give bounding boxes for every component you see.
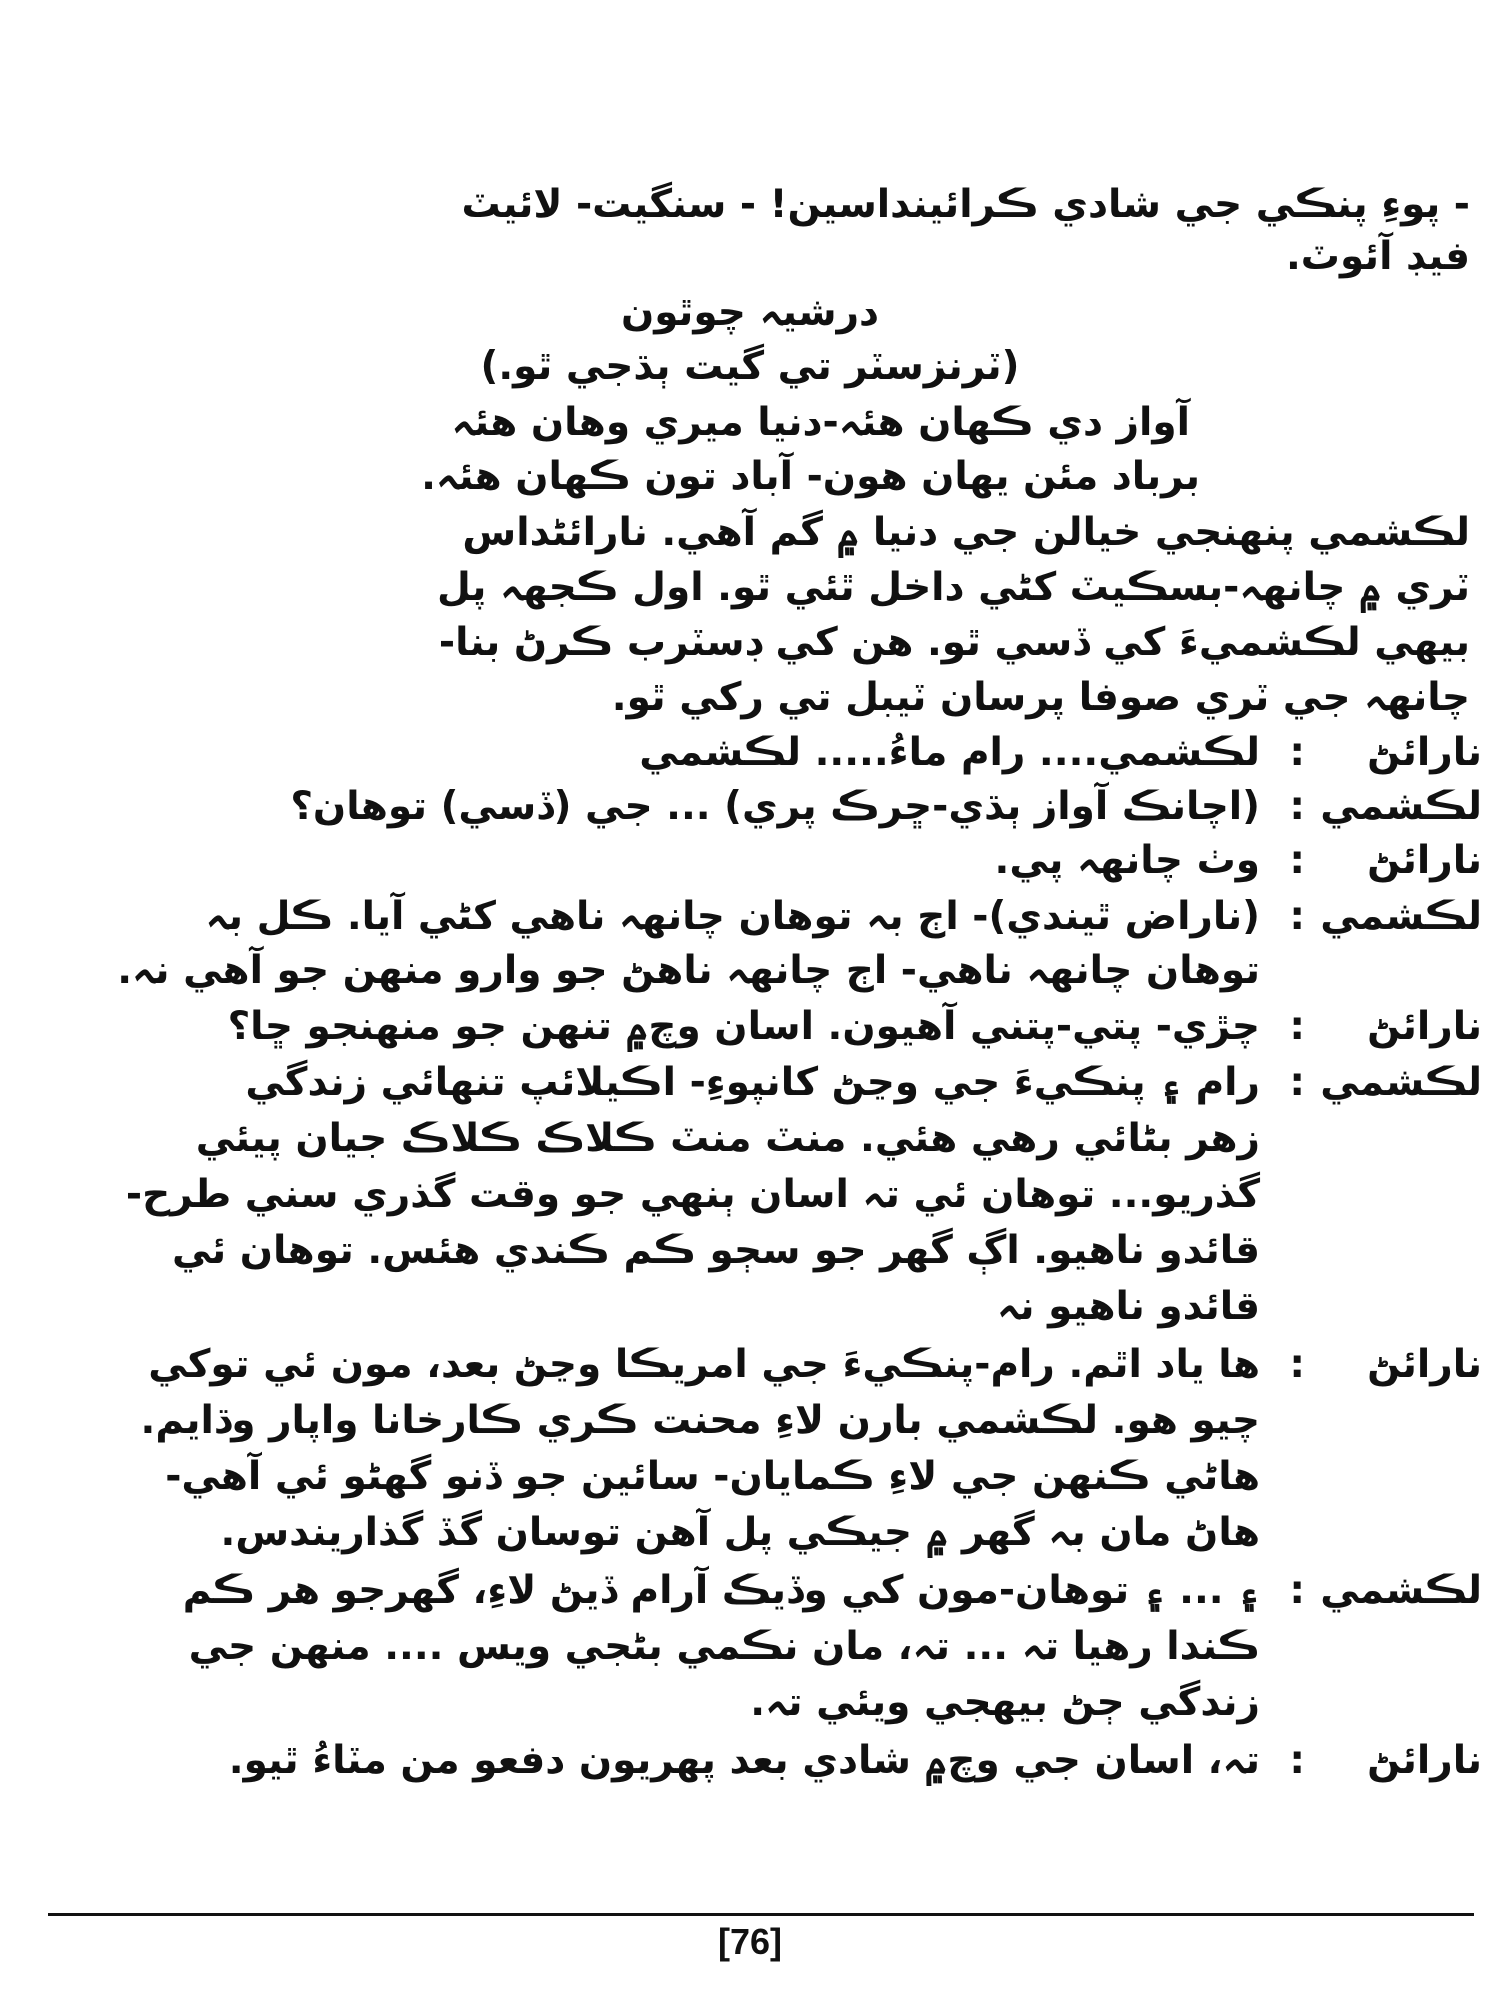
speaker-colon: : <box>1289 1738 1305 1783</box>
speaker-name: لڪشمي <box>1320 784 1482 829</box>
dialogue-line: لڪشمي.... رام ماءُ..... لڪشمي <box>639 730 1260 775</box>
dialogue-line: قائدو ناهيو. اڳ گهر جو سڄو ڪم ڪندي هئس. توهان ئي <box>172 1228 1260 1273</box>
dialogue-line: گذريو... توهان ئي تہ اسان ٻنهي جو وقت گذري سني طرح- <box>125 1172 1260 1217</box>
speaker-colon: : <box>1289 894 1305 939</box>
text-line: - پوءِ پنڪي جي شادي ڪرائينداسين! - سنگيت- لائيٽ <box>461 182 1470 227</box>
dialogue-line: چڙي- پتي-پتني آهيون. اسان وچ۾ تنهن جو منهنجو ڇا؟ <box>227 1004 1260 1049</box>
song-line: برباد مئن يهان هون- آباد تون ڪهان هئہ. <box>421 454 1200 499</box>
speaker-name: لڪشمي <box>1320 1060 1482 1105</box>
speaker-name: نارائڻ <box>1367 838 1482 883</box>
text-line: لڪشمي پنهنجي خيالن جي دنيا ۾ گم آهي. نارائڻداس <box>462 510 1470 555</box>
dialogue-line: چيو هو. لڪشمي بارن لاءِ محنت ڪري ڪارخانا واپار وڌايم. <box>140 1398 1260 1443</box>
dialogue-line: توهان چانهہ ناهي- اڄ چانهہ ناهڻ جو وارو منهن جو آهي نہ. <box>117 948 1260 993</box>
text-line: بيهي لڪشميءَ کي ڏسي ٿو. هن کي ڊسٽرب ڪرڻ بنا- <box>438 620 1470 665</box>
stage-direction: (ٽرنزسٽر تي گيت ٻڌجي ٿو.) <box>480 344 1020 389</box>
dialogue-line: ۽ ... ۽ توهان-مون کي وڏيڪ آرام ڏيڻ لاءِ، گهرجو هر ڪم <box>182 1568 1260 1613</box>
dialogue-line: وٺ چانهہ پي. <box>994 838 1260 883</box>
speaker-colon: : <box>1289 1342 1305 1387</box>
text-line: فيڊ آئوٽ. <box>1285 234 1470 279</box>
dialogue-line: قائدو ناهيو نہ <box>997 1284 1260 1329</box>
dialogue-line: (اچانڪ آواز ٻڌي-ڇرڪ پري) ... جي (ڏسي) توهان؟ <box>290 784 1260 829</box>
dialogue-line: (ناراض ٿيندي)- اڄ بہ توهان چانهہ ناهي کڻي آيا. ڪل بہ <box>205 894 1260 939</box>
speaker-name: نارائڻ <box>1367 1738 1482 1783</box>
page-number: [76] <box>717 1921 783 1962</box>
speaker-name: لڪشمي <box>1320 1568 1482 1613</box>
speaker-name: نارائڻ <box>1367 1004 1482 1049</box>
speaker-colon: : <box>1289 730 1305 775</box>
speaker-name: نارائڻ <box>1367 1342 1482 1387</box>
dialogue-line: رام ۽ پنڪيءَ جي وڃڻ کانپوءِ- اڪيلائپ تنهائي زندگي <box>245 1060 1260 1105</box>
speaker-colon: : <box>1289 1568 1305 1613</box>
speaker-colon: : <box>1289 1004 1305 1049</box>
dialogue-line: هاڻي ڪنهن جي لاءِ ڪمايان- سائين جو ڏنو گهڻو ئي آهي- <box>165 1454 1260 1499</box>
song-line: آواز دي ڪهان هئہ-دنيا ميري وهان هئہ <box>451 400 1190 445</box>
dialogue-line: تہ، اسان جي وچ۾ شادي بعد پهريون دفعو من مٽاءُ ٿيو. <box>228 1738 1260 1783</box>
text-line: چانهہ جي ٽري صوفا پرسان ٽيبل تي رکي ٿو. <box>611 675 1470 720</box>
dialogue-line: ڪندا رهيا تہ ... تہ، مان نڪمي بڻجي ويس .... منهن جي <box>188 1624 1260 1669</box>
dialogue-line: زندگي ڄڻ بيهجي ويئي تہ. <box>750 1680 1260 1725</box>
dialogue-line: زهر بڻائي رهي هئي. منٽ منٽ ڪلاڪ ڪلاڪ جيان پيئي <box>195 1116 1260 1161</box>
footer-rule <box>48 1913 1474 1916</box>
speaker-colon: : <box>1289 1060 1305 1105</box>
dialogue-line: ها ياد اٿم. رام-پنڪيءَ جي امريڪا وڃڻ بعد، مون ئي توکي <box>148 1342 1260 1387</box>
scene-heading: درشيہ چوٿون <box>620 290 880 335</box>
speaker-name: نارائڻ <box>1367 730 1482 775</box>
dialogue-line: هاڻ مان بہ گهر ۾ جيڪي پل آهن توسان گڏ گذاريندس. <box>220 1510 1260 1555</box>
speaker-colon: : <box>1289 784 1305 829</box>
speaker-colon: : <box>1289 838 1305 883</box>
text-line: ٽري ۾ چانهہ-بسڪيٽ کڻي داخل ٿئي ٿو. اول ڪجهہ پل <box>436 565 1470 610</box>
speaker-name: لڪشمي <box>1320 894 1482 939</box>
